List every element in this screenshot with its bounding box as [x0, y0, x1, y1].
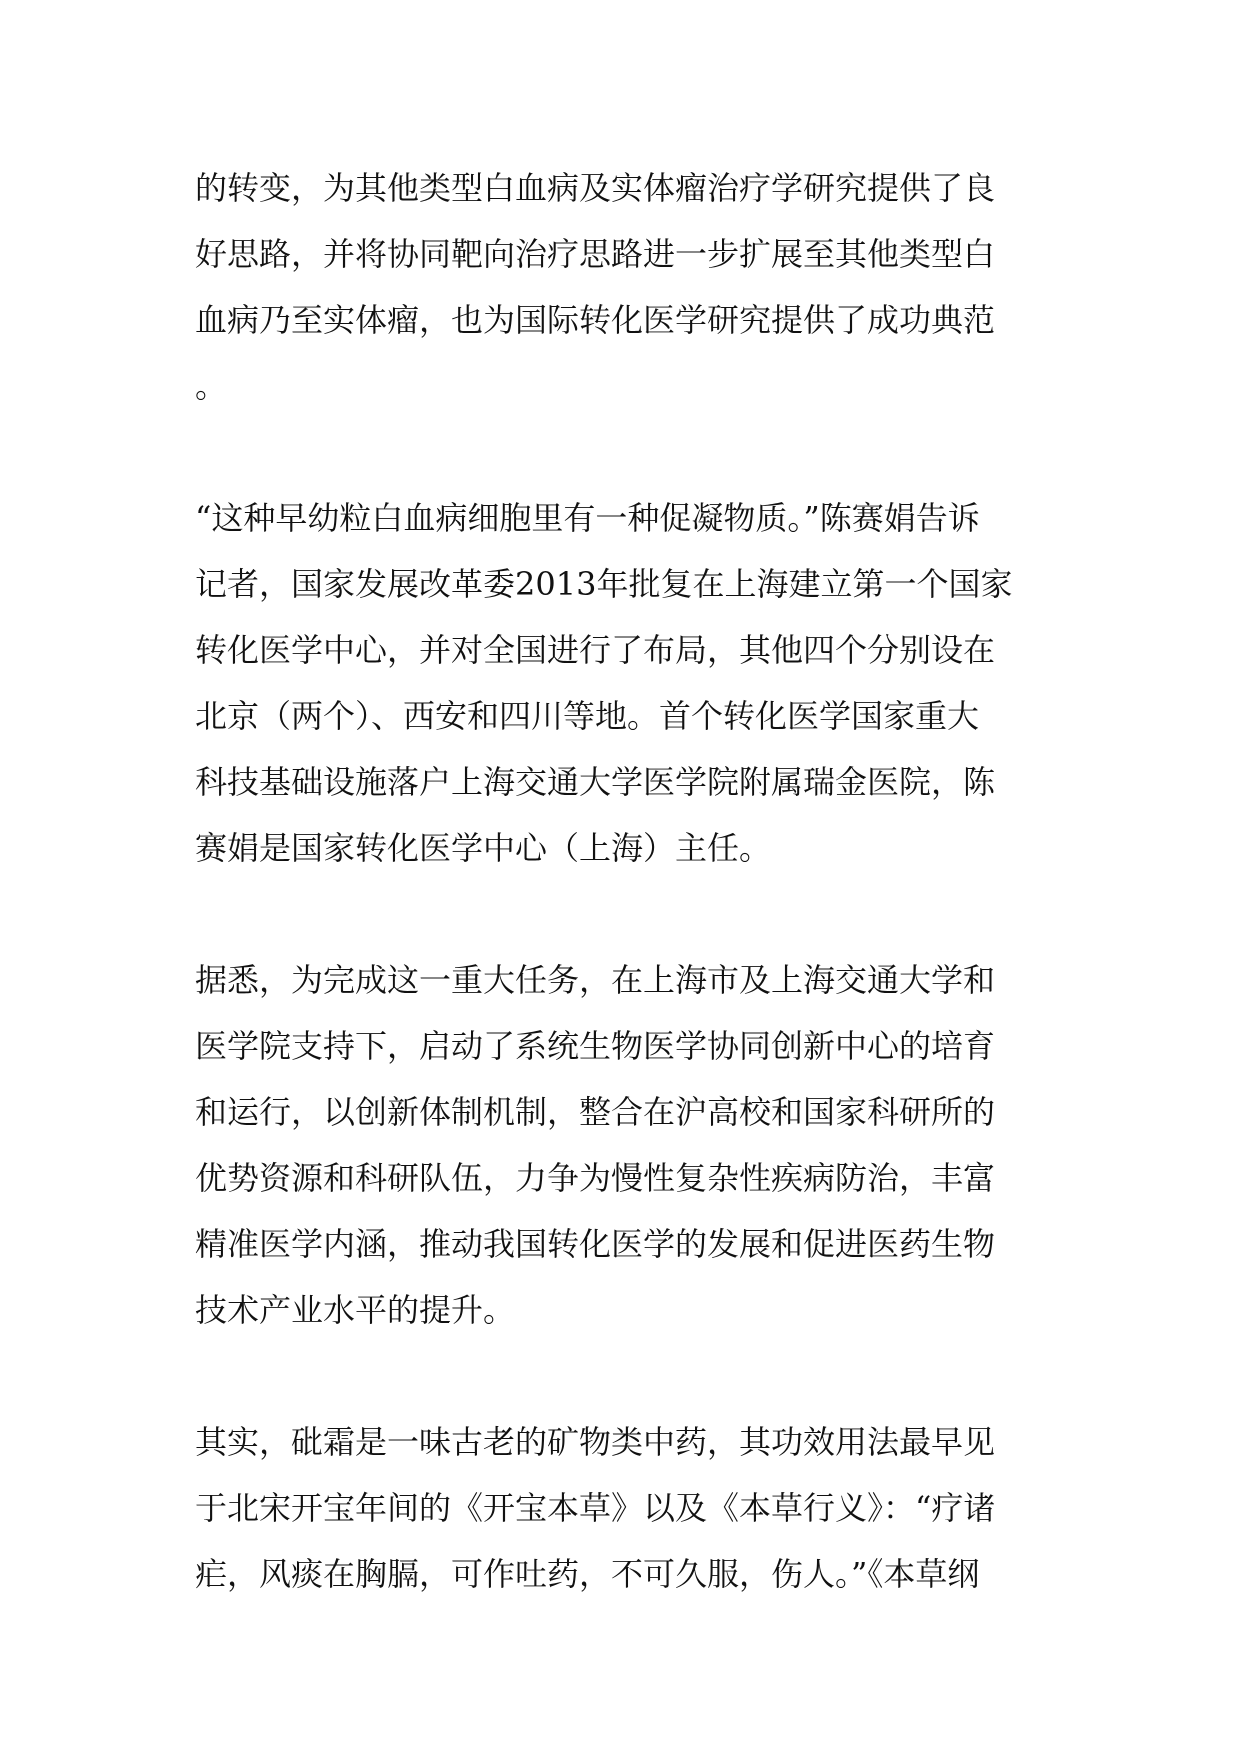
- text-line: 的转变，为其他类型白血病及实体瘤治疗学研究提供了良: [195, 169, 996, 207]
- text-line: 记者，国家发展改革委2013年批复在上海建立第一个国家: [195, 565, 1013, 603]
- text-line: 血病乃至实体瘤，也为国际转化医学研究提供了成功典范: [195, 301, 996, 339]
- paragraph-1: [195, 155, 1055, 419]
- article-body: [195, 155, 1055, 1673]
- text-line: 于北宋开宝年间的《开宝本草》以及《本草行义》：“疗诸: [195, 1489, 996, 1527]
- text-line: 赛娟是国家转化医学中心（上海）主任。: [195, 829, 772, 867]
- text-line: 技术产业水平的提升。: [195, 1291, 516, 1329]
- paragraph-3: [195, 947, 1055, 1343]
- text-line: 据悉，为完成这一重大任务，在上海市及上海交通大学和: [195, 961, 996, 999]
- text-line: 疟，风痰在胸膈，可作吐药，不可久服，伤人。”《本草纲: [195, 1555, 980, 1593]
- text-line: 精准医学内涵，推动我国转化医学的发展和促进医药生物: [195, 1225, 996, 1263]
- text-line: 医学院支持下，启动了系统生物医学协同创新中心的培育: [195, 1027, 996, 1065]
- text-line: 科技基础设施落户上海交通大学医学院附属瑞金医院，陈: [195, 763, 996, 801]
- paragraph-4: [195, 1409, 1055, 1607]
- text-line: 优势资源和科研队伍，力争为慢性复杂性疾病防治，丰富: [195, 1159, 996, 1197]
- paragraph-2: [195, 485, 1055, 881]
- text-line: 北京（两个）、西安和四川等地。首个转化医学国家重大: [195, 697, 980, 735]
- text-line: 其实，砒霜是一味古老的矿物类中药，其功效用法最早见: [195, 1423, 996, 1461]
- text-line: 。: [195, 367, 228, 405]
- text-line: 转化医学中心，并对全国进行了布局，其他四个分别设在: [195, 631, 996, 669]
- text-line: “这种早幼粒白血病细胞里有一种促凝物质。”陈赛娟告诉: [195, 499, 980, 537]
- text-line: 好思路，并将协同靶向治疗思路进一步扩展至其他类型白: [195, 235, 996, 273]
- text-line: 和运行，以创新体制机制，整合在沪高校和国家科研所的: [195, 1093, 996, 1131]
